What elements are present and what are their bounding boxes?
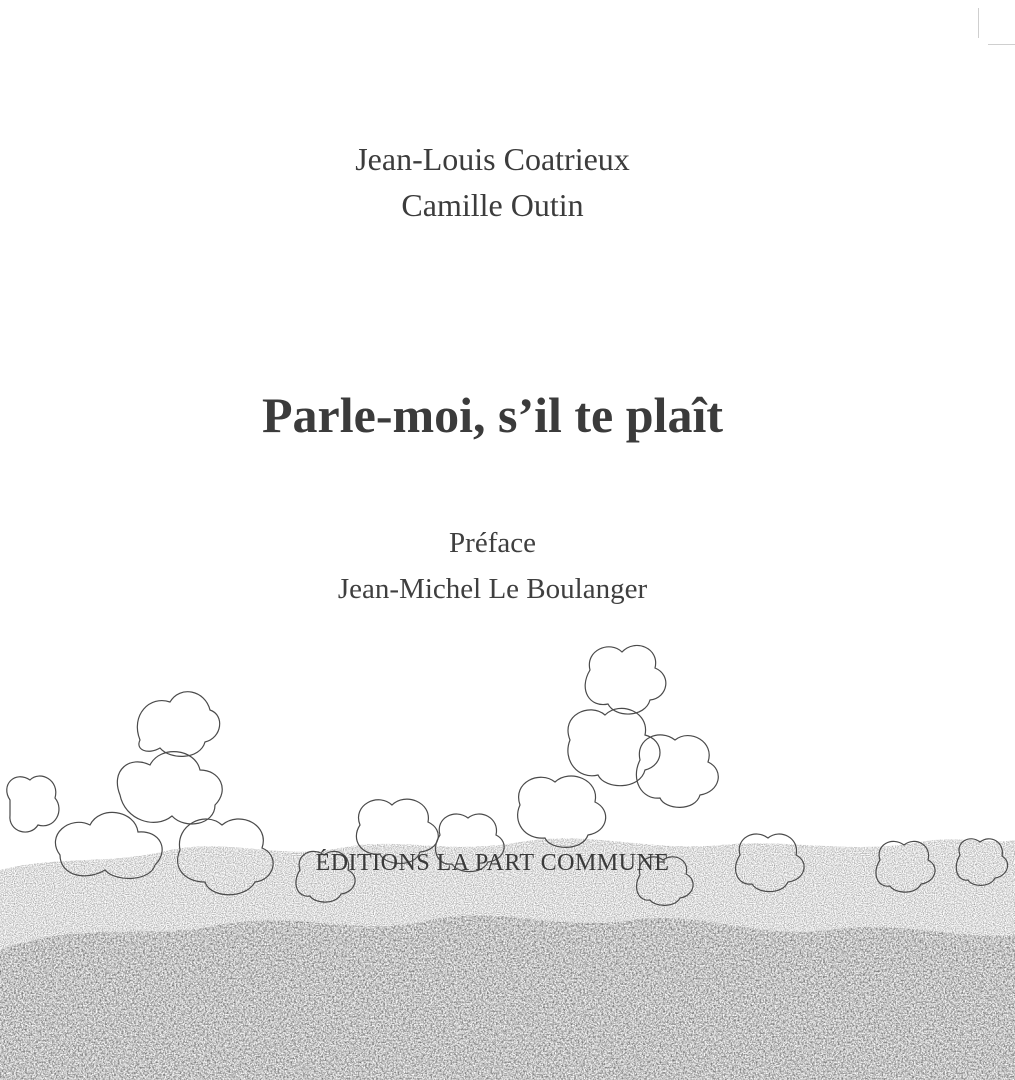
- author-name: Camille Outin: [401, 187, 584, 223]
- book-title: Parle-moi, s’il te plaît: [262, 387, 723, 443]
- crop-mark-horizontal: [988, 44, 1015, 45]
- preface-block: [0, 520, 985, 612]
- publisher-name: ÉDITIONS LA PART COMMUNE: [315, 850, 670, 876]
- crop-mark-vertical: [978, 8, 979, 38]
- authors-block: [0, 136, 985, 228]
- preface-author: Jean-Michel Le Boulanger: [337, 573, 648, 605]
- preface-label: Préface: [449, 527, 536, 559]
- ground-texture-dark: [0, 915, 1015, 1080]
- author-name: Jean-Louis Coatrieux: [355, 141, 630, 177]
